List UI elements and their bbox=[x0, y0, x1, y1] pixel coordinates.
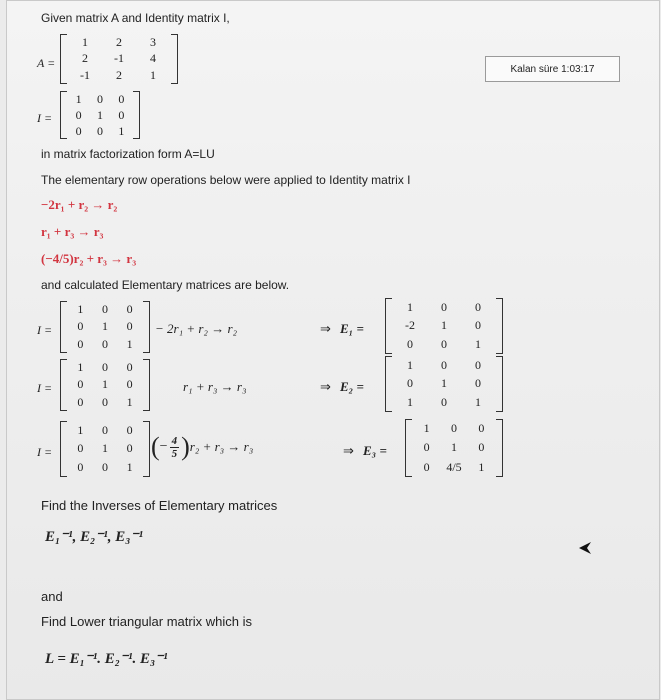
timer-badge: Kalan süre 1:03:17 bbox=[485, 56, 620, 82]
matrix-cell: 0 bbox=[118, 91, 125, 106]
matrix-cell: 0 bbox=[441, 337, 447, 352]
intro-text: Given matrix A and Identity matrix I, bbox=[41, 11, 230, 25]
matrix-cell: 0 bbox=[101, 422, 108, 437]
find-inverses-text: Find the Inverses of Elementary matrices bbox=[41, 498, 278, 513]
matrix-cell: 0 bbox=[96, 91, 103, 106]
matrix-cell: 0 bbox=[475, 376, 481, 391]
label-E1: E₁ = bbox=[340, 321, 364, 336]
matrix-cell: 1 bbox=[126, 460, 133, 475]
label-I-1: I = bbox=[37, 111, 53, 125]
matrix-cell: 0 bbox=[77, 377, 84, 392]
implies-3: ⇒ bbox=[343, 443, 354, 458]
matrix-E3 bbox=[405, 419, 503, 477]
identity-matrix-1 bbox=[60, 91, 140, 139]
matrix-cell: 0 bbox=[77, 336, 84, 351]
matrix-cell: -1 bbox=[114, 51, 124, 66]
frac-sign: − bbox=[159, 439, 168, 454]
matrix-cell: 1 bbox=[126, 336, 133, 351]
row-op-3: (−4/5)r₂ + r₃ → r₃ bbox=[41, 251, 137, 266]
matrix-cell: 1 bbox=[450, 440, 457, 455]
matrix-cell: 1 bbox=[407, 357, 413, 372]
matrix-cell: 0 bbox=[126, 360, 133, 375]
matrix-cell: 1 bbox=[77, 360, 84, 375]
matrix-cell: 1 bbox=[478, 459, 485, 474]
matrix-cell: 0 bbox=[126, 422, 133, 437]
identity-matrix-3 bbox=[60, 359, 150, 411]
label-I-2: I = bbox=[37, 323, 53, 337]
label-E2: E₂ = bbox=[340, 379, 364, 394]
matrix-cell: 1 bbox=[441, 376, 447, 391]
matrix-cell: 1 bbox=[77, 302, 84, 317]
matrix-cell: 0 bbox=[118, 107, 125, 122]
matrix-cell: 0 bbox=[101, 360, 108, 375]
matrix-cell: 1 bbox=[77, 422, 84, 437]
cursor-arrow-icon bbox=[578, 541, 592, 555]
identity-matrix-2 bbox=[60, 301, 150, 353]
ops-intro: The elementary row operations below were applied to Identity matrix I bbox=[41, 173, 411, 187]
matrix-E2 bbox=[385, 356, 503, 412]
matrix-cell: 1 bbox=[118, 123, 125, 138]
implies-2: ⇒ bbox=[320, 379, 331, 394]
matrix-cell: 1 bbox=[423, 421, 430, 436]
matrix-A bbox=[60, 34, 178, 84]
row-op-1: −2r₁ + r₂ → r₂ bbox=[41, 197, 118, 212]
matrix-cell: 0 bbox=[407, 337, 413, 352]
label-E3: E₃ = bbox=[363, 443, 387, 458]
lower-expression: L = E₁⁻¹. E₂⁻¹. E₃⁻¹ bbox=[45, 651, 168, 667]
matrix-cell: 0 bbox=[423, 440, 430, 455]
matrix-cell: 1 bbox=[407, 395, 413, 410]
matrix-cell: 0 bbox=[126, 302, 133, 317]
matrix-cell: 0 bbox=[77, 460, 84, 475]
label-I-3: I = bbox=[37, 381, 53, 395]
inverses-expression: E₁⁻¹, E₂⁻¹, E₃⁻¹ bbox=[45, 529, 143, 545]
matrix-cell: 0 bbox=[77, 441, 84, 456]
matrix-cell: 0 bbox=[441, 395, 447, 410]
matrix-cell: 1 bbox=[475, 395, 481, 410]
matrix-cell: 0 bbox=[96, 123, 103, 138]
matrix-cell: 1 bbox=[101, 319, 108, 334]
matrix-cell: 2 bbox=[116, 68, 122, 83]
matrix-cell: 1 bbox=[407, 299, 413, 314]
matrix-cell: 0 bbox=[101, 394, 108, 409]
matrix-cell: 0 bbox=[478, 440, 485, 455]
matrix-cell: 1 bbox=[75, 91, 82, 106]
matrix-cell: 0 bbox=[77, 394, 84, 409]
matrix-cell: 1 bbox=[126, 394, 133, 409]
matrix-cell: -2 bbox=[405, 318, 415, 333]
matrix-cell: 0 bbox=[441, 299, 447, 314]
matrix-cell: 0 bbox=[475, 318, 481, 333]
question-page bbox=[6, 0, 660, 700]
matrix-E1 bbox=[385, 298, 503, 354]
matrix-cell: 0 bbox=[126, 441, 133, 456]
matrix-cell: -1 bbox=[80, 68, 90, 83]
matrix-cell: 0 bbox=[101, 302, 108, 317]
identity-matrix-4 bbox=[60, 421, 150, 477]
label-A: A = bbox=[37, 56, 56, 70]
inline-op-3: ( − $\frac{4}{5}$ ) r₂ + r₃ → r₃ bbox=[151, 432, 254, 461]
matrix-cell: 0 bbox=[75, 123, 82, 138]
matrix-cell: 0 bbox=[101, 460, 108, 475]
implies-1: ⇒ bbox=[320, 321, 331, 336]
inline-op-3-text: r₂ + r₃ → r₃ bbox=[189, 439, 254, 454]
matrix-cell: 1 bbox=[101, 377, 108, 392]
matrix-cell: 0 bbox=[441, 357, 447, 372]
matrix-cell: 0 bbox=[423, 459, 430, 474]
elementary-intro: and calculated Elementary matrices are below. bbox=[41, 278, 290, 292]
matrix-cell: 4 bbox=[150, 51, 156, 66]
matrix-cell: 0 bbox=[475, 357, 481, 372]
and-text: and bbox=[41, 589, 63, 604]
matrix-cell: 0 bbox=[77, 319, 84, 334]
matrix-cell: 2 bbox=[82, 51, 88, 66]
matrix-cell: 1 bbox=[475, 337, 481, 352]
inline-op-1: − 2r₁ + r₂ → r₂ bbox=[155, 321, 238, 336]
matrix-cell: 0 bbox=[450, 421, 457, 436]
form-text: in matrix factorization form A=LU bbox=[41, 147, 215, 161]
row-op-2: r₁ + r₃ → r₃ bbox=[41, 224, 104, 239]
matrix-cell: 1 bbox=[441, 318, 447, 333]
matrix-cell: 1 bbox=[101, 441, 108, 456]
inline-op-2: r₁ + r₃ → r₃ bbox=[183, 379, 247, 394]
matrix-cell: 0 bbox=[407, 376, 413, 391]
matrix-cell: 3 bbox=[150, 34, 156, 49]
matrix-cell: 1 bbox=[82, 34, 88, 49]
matrix-cell: 2 bbox=[116, 34, 122, 49]
matrix-cell: 0 bbox=[126, 319, 133, 334]
matrix-cell: 1 bbox=[96, 107, 103, 122]
matrix-cell: 0 bbox=[101, 336, 108, 351]
find-lower-text: Find Lower triangular matrix which is bbox=[41, 614, 252, 629]
label-I-4: I = bbox=[37, 445, 53, 459]
matrix-cell: 0 bbox=[475, 299, 481, 314]
fraction: $\frac{4}{5}$ bbox=[171, 434, 178, 460]
matrix-cell: 4/5 bbox=[446, 459, 462, 474]
matrix-cell: 0 bbox=[75, 107, 82, 122]
matrix-cell: 0 bbox=[478, 421, 485, 436]
matrix-cell: 1 bbox=[150, 68, 156, 83]
matrix-cell: 0 bbox=[126, 377, 133, 392]
